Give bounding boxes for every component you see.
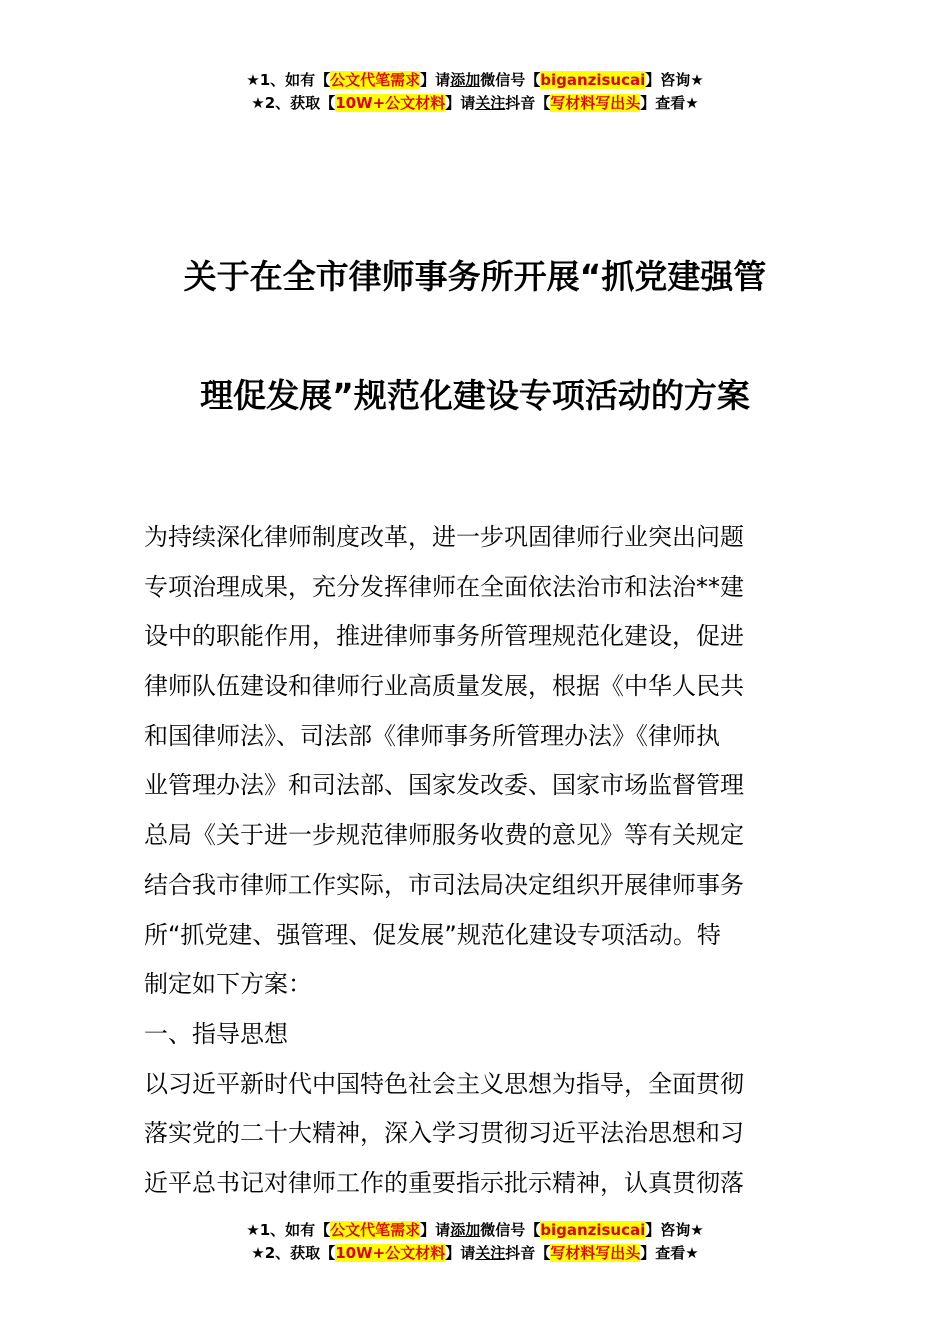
ad-text: 】请: [420, 1221, 451, 1239]
body-line: 律师队伍建设和律师行业高质量发展，根据《中华人民共: [144, 672, 744, 701]
ad-banner-top: [0, 69, 950, 115]
ad-line-1: [0, 1219, 950, 1242]
ad-highlight: 10W+公文材料: [335, 1244, 446, 1262]
document-title-line-1: 关于在全市律师事务所开展“抓党建强管: [183, 257, 767, 296]
ad-text: 】咨询★: [645, 1221, 704, 1239]
ad-text: ★1、如有【: [246, 1221, 331, 1239]
ad-highlight: 写材料写出头: [550, 94, 641, 112]
ad-highlight: 10W+公文材料: [335, 94, 446, 112]
section-heading: 一、指导思想: [144, 1019, 288, 1048]
ad-line-2: [0, 92, 950, 115]
body-line: 为持续深化律师制度改革，进一步巩固律师行业突出问题: [144, 523, 744, 551]
ad-line-1: [0, 69, 950, 92]
ad-text: ★1、如有【: [246, 71, 331, 89]
ad-text: 抖音【: [505, 94, 551, 112]
body-line: 结合我市律师工作实际，市司法局决定组织开展律师事务: [144, 870, 744, 899]
ad-text: 】请: [420, 71, 451, 89]
ad-text: 微信号【: [480, 71, 541, 89]
body-line: 以习近平新时代中国特色社会主义思想为指导，全面贯彻: [144, 1069, 744, 1098]
ad-text: 微信号【: [480, 1221, 541, 1239]
body-line: 所“抓党建、强管理、促发展”规范化建设专项活动。特: [144, 920, 721, 949]
ad-text: 】请: [445, 1244, 476, 1262]
ad-text: ★2、获取【: [251, 94, 336, 112]
body-line: 落实党的二十大精神，深入学习贯彻习近平法治思想和习: [144, 1119, 744, 1148]
ad-highlight: 公文代笔需求: [330, 71, 421, 89]
ad-text: 】查看★: [640, 1244, 699, 1262]
ad-underline-text: 添加: [450, 71, 481, 89]
document-title-line-2: 理促发展”规范化建设专项活动的方案: [200, 376, 750, 415]
body-line: 专项治理成果，充分发挥律师在全面依法治市和法治**建: [144, 572, 744, 601]
body-line: 总局《关于进一步规范律师服务收费的意见》等有关规定: [144, 821, 744, 850]
ad-text: 】请: [445, 94, 476, 112]
body-line: 设中的职能作用，推进律师事务所管理规范化建设，促进: [144, 622, 744, 651]
body-line: 业管理办法》和司法部、国家发改委、国家市场监督管理: [144, 771, 744, 800]
ad-highlight: biganzisucai: [540, 1221, 646, 1239]
document-body: [144, 513, 814, 1209]
ad-highlight: 写材料写出头: [550, 1244, 641, 1262]
ad-text: ★2、获取【: [251, 1244, 336, 1262]
ad-highlight: 公文代笔需求: [330, 1221, 421, 1239]
ad-banner-bottom: [0, 1219, 950, 1265]
body-line: 近平总书记对律师工作的重要指示批示精神，认真贯彻落: [144, 1168, 744, 1197]
ad-underline-text: 关注: [475, 94, 506, 112]
body-line: 和国律师法》、司法部《律师事务所管理办法》《律师执: [144, 721, 720, 750]
ad-text: 】查看★: [640, 94, 699, 112]
ad-underline-text: 添加: [450, 1221, 481, 1239]
ad-underline-text: 关注: [475, 1244, 506, 1262]
ad-highlight: biganzisucai: [540, 71, 646, 89]
ad-text: 】咨询★: [645, 71, 704, 89]
ad-line-2: [0, 1242, 950, 1265]
body-line: 制定如下方案：: [144, 970, 312, 999]
ad-text: 抖音【: [505, 1244, 551, 1262]
